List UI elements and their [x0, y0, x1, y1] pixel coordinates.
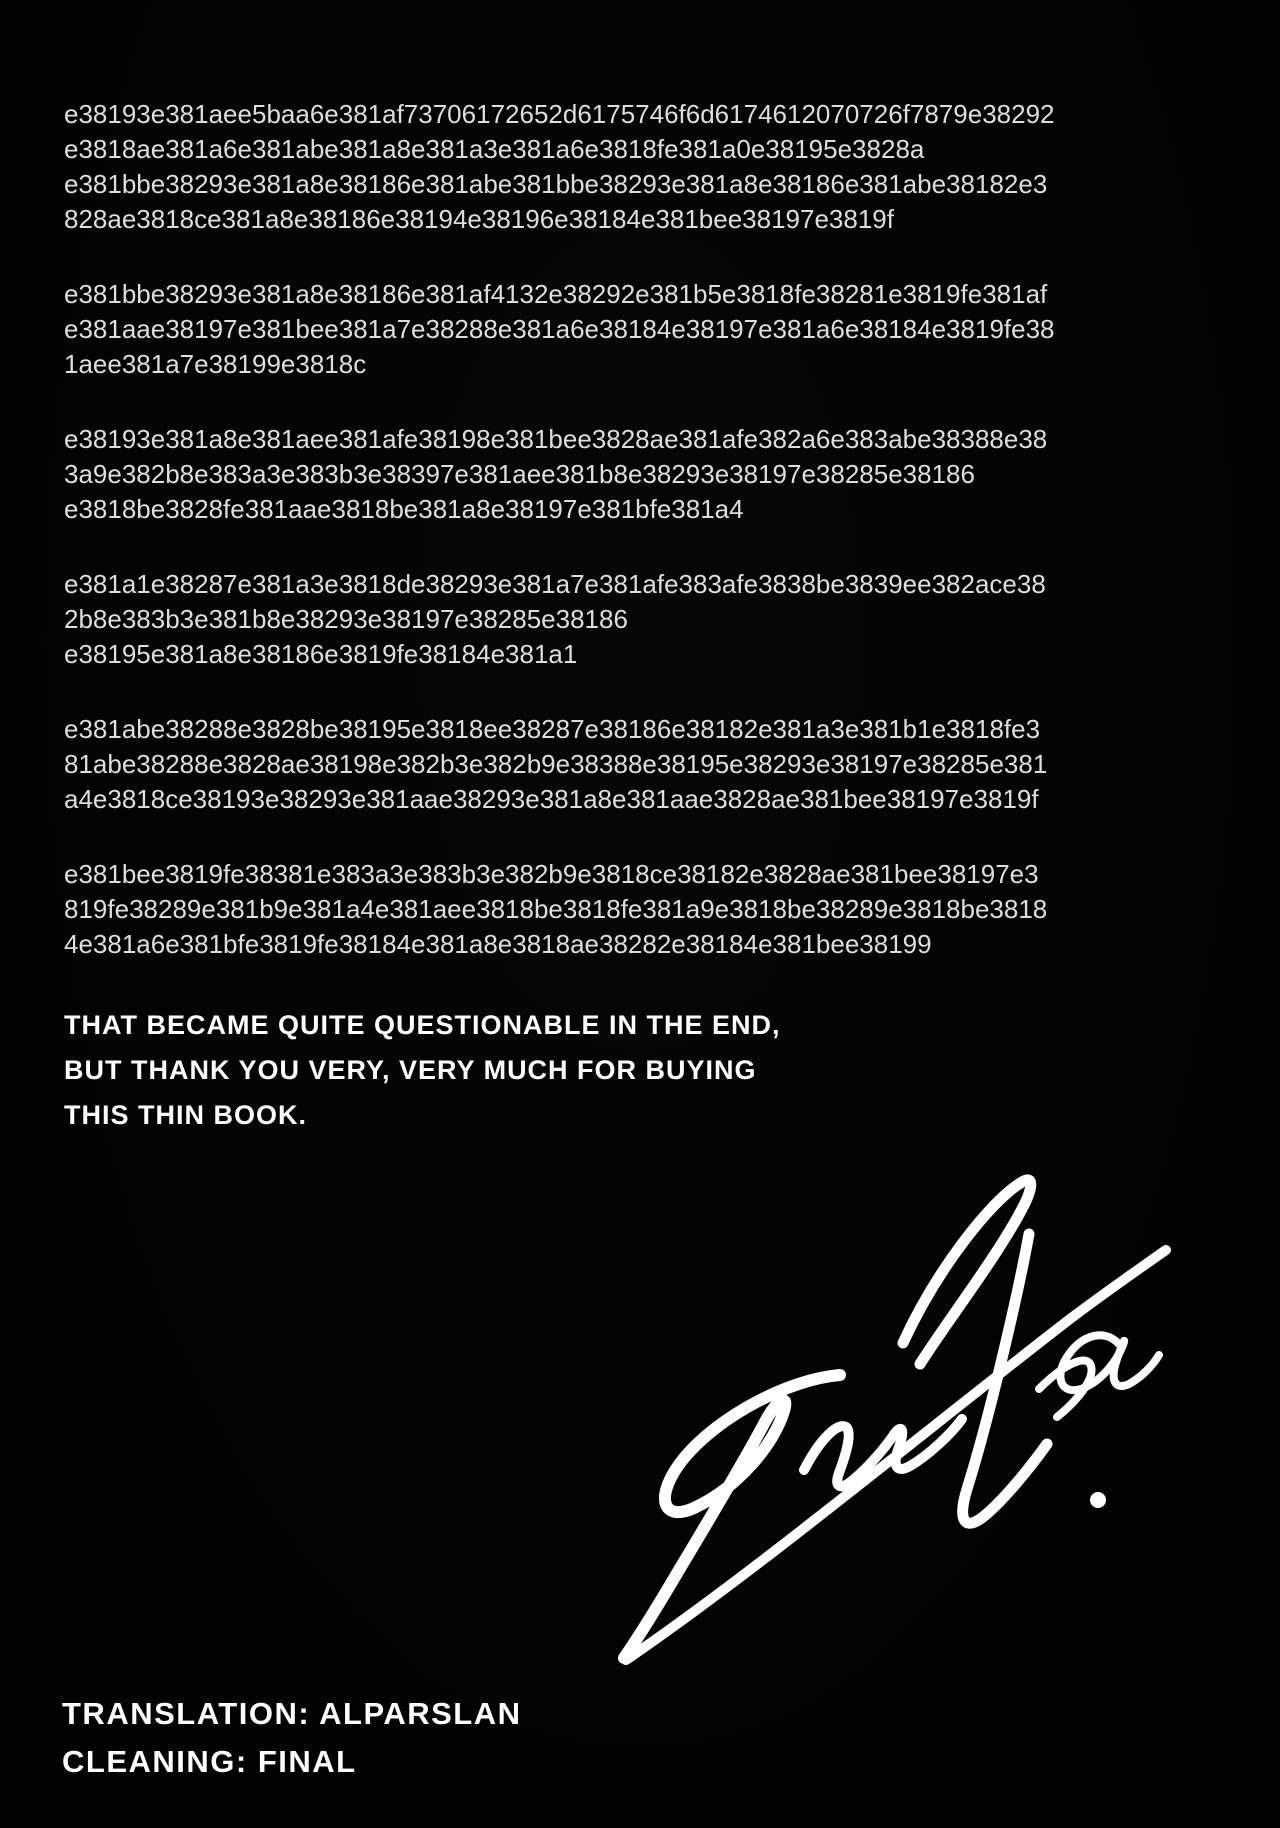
hex-paragraph [64, 422, 1055, 527]
hex-paragraph [64, 97, 1055, 237]
hex-line: e381a1e38287e381a3e3818de38293e381a7e381afe383afe3838be3839ee382ace38 [64, 569, 1046, 599]
scanlation-credits [62, 1690, 522, 1786]
hex-line: 819fe38289e381b9e381a4e381aee3818be3818fe381a9e3818be38289e3818be3818 [64, 894, 1048, 924]
hex-line: e3818ae381a6e381abe381a8e381a3e381a6e3818fe381a0e38195e3828a [64, 134, 925, 164]
hex-line: e381bbe38293e381a8e38186e381af4132e38292e381b5e3818fe38281e3819fe381af [64, 279, 1048, 309]
note-line: THAT BECAME QUITE QUESTIONABLE IN THE END, [64, 1010, 781, 1040]
hex-line: 828ae3818ce381a8e38186e38194e38196e38184e381bee38197e3819f [64, 204, 894, 234]
hex-line: e381bee3819fe38381e383a3e383b3e382b9e3818ce38182e3828ae381bee38197e3 [64, 859, 1039, 889]
hex-line: 1aee381a7e38199e3818c [64, 349, 367, 379]
hex-line: 81abe38288e3828ae38198e382b3e382b9e38388e38195e38293e38197e38285e381 [64, 749, 1048, 779]
translator-note [64, 1003, 781, 1138]
hex-line: e38193e381aee5baa6e381af73706172652d6175746f6d6174612070726f7879e38292 [64, 99, 1055, 129]
hex-line: e3818be3828fe381aae3818be381a8e38197e381bfe381a4 [64, 494, 744, 524]
hex-paragraph [64, 277, 1055, 382]
hex-line: e381abe38288e3828be38195e3818ee38287e38186e38182e381a3e381b1e3818fe3 [64, 714, 1041, 744]
hex-line: e381bbe38293e381a8e38186e381abe381bbe38293e381a8e38186e381abe38182e3 [64, 169, 1048, 199]
hex-line: 3a9e382b8e383a3e383b3e38397e381aee381b8e38293e38197e38285e38186 [64, 459, 975, 489]
hex-paragraph [64, 857, 1055, 962]
note-line: THIS THIN BOOK. [64, 1100, 307, 1130]
hex-line: e38193e381a8e381aee381afe38198e381bee3828ae381afe382a6e383abe38388e38 [64, 424, 1048, 454]
hex-paragraph [64, 567, 1055, 672]
credit-line-cleaning: CLEANING: FINAL [62, 1744, 357, 1779]
hex-paragraph [64, 712, 1055, 817]
hex-line: a4e3818ce38193e38293e381aae38293e381a8e381aae3828ae381bee38197e3819f [64, 784, 1039, 814]
hex-line: 4e381a6e381bfe3819fe38184e381a8e3818ae38282e38184e381bee38199 [64, 929, 932, 959]
hex-line: e381aae38197e381bee381a7e38288e381a6e38184e38197e381a6e38184e3819fe38 [64, 314, 1055, 344]
artist-signature [598, 1138, 1188, 1668]
hex-line: e38195e381a8e38186e3819fe38184e381a1 [64, 639, 578, 669]
credit-line-translation: TRANSLATION: ALPARSLAN [62, 1696, 522, 1731]
afterword-japanese-hex-text [64, 97, 1055, 1002]
hex-line: 2b8e383b3e381b8e38293e38197e38285e38186 [64, 604, 628, 634]
note-line: BUT THANK YOU VERY, VERY MUCH FOR BUYING [64, 1055, 757, 1085]
signature-dot [1090, 1492, 1106, 1508]
